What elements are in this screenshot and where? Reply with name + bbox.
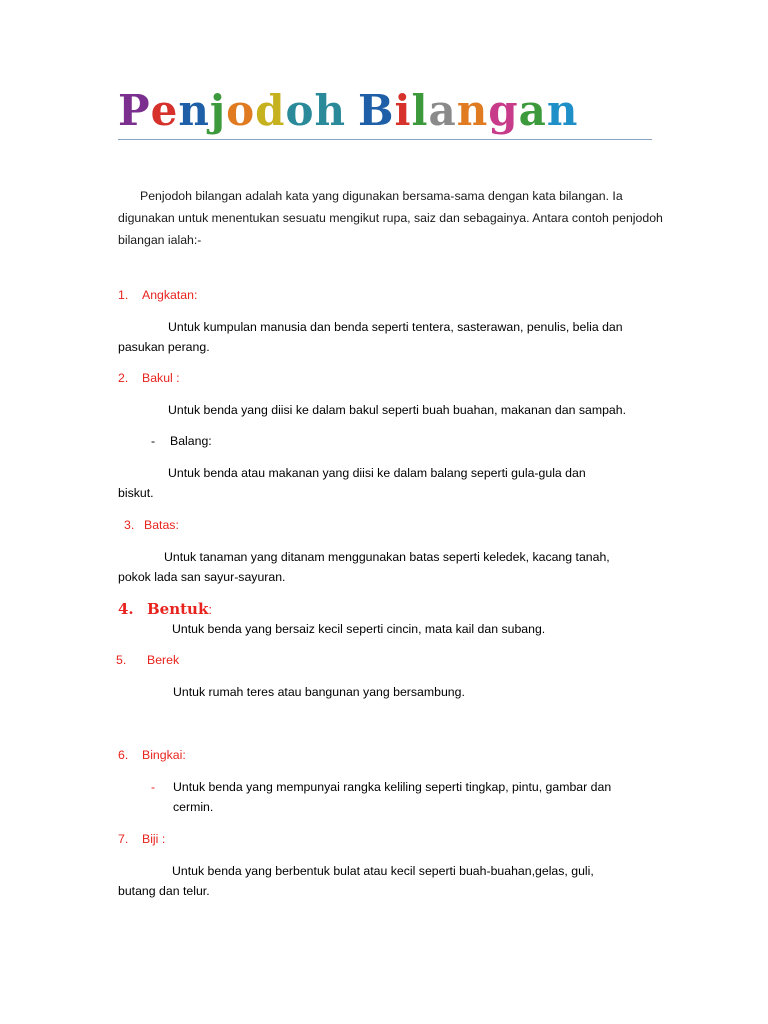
title-letter: n (546, 86, 579, 135)
heading-number: 7. (118, 832, 129, 846)
title-letter: e (150, 86, 179, 135)
title-letter: h (314, 86, 347, 135)
heading-angkatan (118, 286, 197, 304)
paragraph-line: Untuk benda yang diisi ke dalam bakul seperti buah buahan, makanan dan sampah. (168, 403, 627, 417)
paragraph-line: Untuk benda atau makanan yang diisi ke dalam balang seperti gula-gula dan (168, 466, 586, 480)
paragraph-line: Untuk kumpulan manusia dan benda seperti tentera, sasterawan, penulis, belia dan (168, 320, 623, 334)
paragraph-line: Untuk tanaman yang ditanam menggunakan batas seperti keledek, kacang tanah, (164, 550, 610, 564)
heading-colon: : (208, 602, 212, 617)
page-title (118, 84, 578, 138)
paragraph-line: Untuk benda yang berbentuk bulat atau kecil seperti buah-buahan,gelas, guli, (172, 864, 594, 878)
heading-number: 2. (118, 371, 129, 385)
title-letter: i (394, 86, 412, 135)
title-letter: d (255, 86, 286, 135)
heading-number: 4. (118, 600, 134, 618)
paragraph-bullet (151, 777, 611, 797)
title-letter: P (118, 86, 151, 135)
title-letter: a (428, 86, 457, 135)
heading-berek (116, 651, 179, 669)
dash-marker: - (151, 434, 156, 448)
paragraph-line: Untuk benda yang bersaiz kecil seperti cincin, mata kail dan subang. (172, 622, 546, 636)
heading-label: Biji : (142, 832, 166, 846)
title-letter: g (488, 86, 519, 135)
intro-line: bilangan ialah:- (118, 233, 202, 247)
heading-bingkai (118, 746, 186, 764)
intro-line: digunakan untuk menentukan sesuatu mengikut rupa, saiz dan sebagainya. Antara contoh penjodoh (118, 211, 663, 225)
heading-bakul (118, 369, 180, 387)
title-letter: n (178, 86, 210, 135)
title-letter: B (358, 86, 395, 135)
heading-number: 6. (118, 748, 129, 762)
paragraph-line: pokok lada san sayur-sayuran. (118, 570, 286, 584)
heading-number: 3. (124, 518, 135, 532)
title-underline (118, 139, 652, 140)
heading-number: 1. (118, 288, 129, 302)
heading-label: Berek (147, 653, 180, 667)
heading-label: Angkatan: (142, 288, 198, 302)
title-letter: o (226, 86, 256, 135)
title-letter: n (456, 86, 489, 135)
heading-label: Bakul : (142, 371, 180, 385)
paragraph-line: Untuk rumah teres atau bangunan yang bersambung. (173, 685, 465, 699)
heading-label: Bentuk (147, 600, 209, 618)
title-letter: o (285, 86, 315, 135)
paragraph-line: Untuk benda yang mempunyai rangka keliling seperti tingkap, pintu, gambar dan (173, 780, 612, 794)
title-letter: j (209, 86, 227, 135)
heading-bentuk (118, 598, 212, 621)
title-letter: a (518, 86, 547, 135)
paragraph-line: butang dan telur. (118, 884, 210, 898)
intro-line: Penjodoh bilangan adalah kata yang digunakan bersama-sama dengan kata bilangan. Ia (140, 189, 623, 203)
heading-label: Batas: (144, 518, 179, 532)
paragraph-line: pasukan perang. (118, 340, 210, 354)
title-letter: l (411, 86, 429, 135)
heading-number: 5. (116, 653, 127, 667)
heading-label: Bingkai: (142, 748, 186, 762)
heading-biji (118, 830, 165, 848)
paragraph-line: biskut. (118, 486, 154, 500)
intro-paragraph (118, 186, 663, 252)
heading-batas (124, 516, 179, 534)
paragraph-line: cermin. (173, 800, 214, 814)
dash-marker: - (151, 780, 156, 794)
subheading-label: Balang: (170, 434, 212, 448)
subheading-balang (151, 431, 212, 451)
